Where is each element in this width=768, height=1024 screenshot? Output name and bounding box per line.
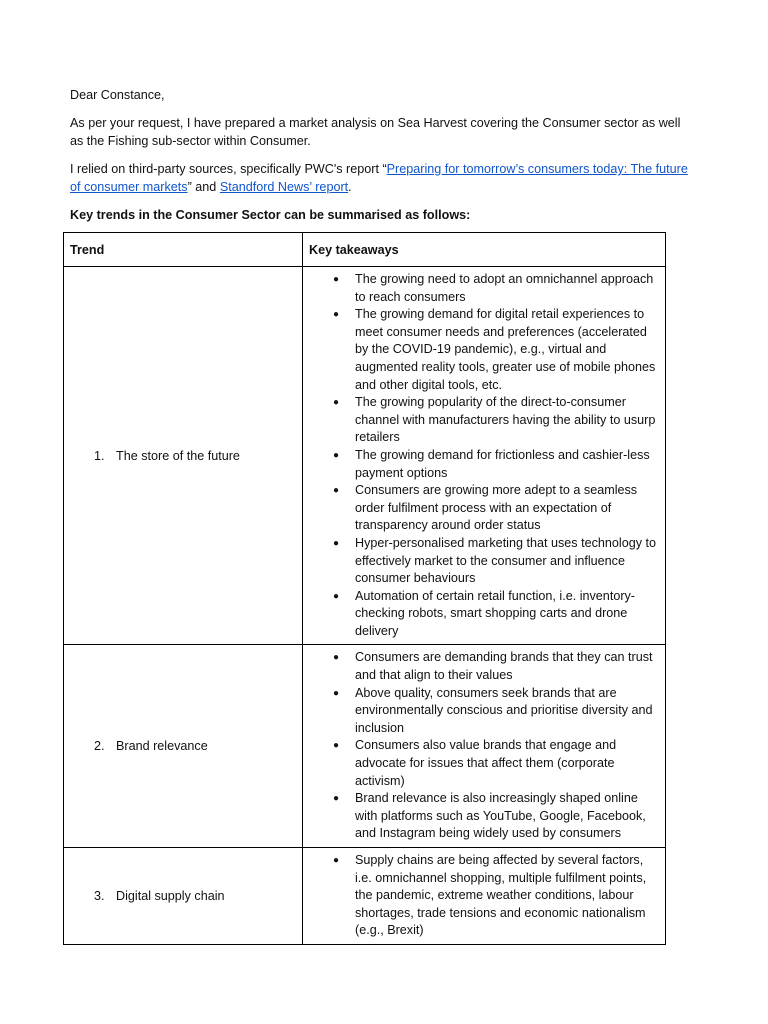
stanford-news-link[interactable]: Standford News’ report <box>219 180 349 194</box>
list-item: ● The growing need to adopt an omnichannel approach to reach consumers <box>303 271 659 306</box>
list-item: ● Consumers also value brands that engage and advocate for issues that affect them (corporate activism) <box>303 737 659 790</box>
table-row <box>64 267 666 645</box>
trend-label: The store of the future <box>116 448 240 463</box>
list-item: ● Supply chains are being affected by several factors, i.e. omnichannel shopping, multiple fulfilment points, the pandemic, extreme weather conditions, labour shortages, trade tensions and economic nationalism (e.g., Brexit) <box>303 852 659 940</box>
trend-cell <box>64 267 303 645</box>
takeaways-list <box>303 848 665 944</box>
header-takeaways: Key takeaways <box>303 233 666 267</box>
list-item: ● Brand relevance is also increasingly shaped online with platforms such as YouTube, Google, Facebook, and Instagram being widely used by consumers <box>303 790 659 843</box>
list-item: ● The growing demand for digital retail experiences to meet consumer needs and preferences (accelerated by the COVID-19 pandemic), e.g., virtual and augmented reality tools, greater use of mobile phones and other digital tools, etc. <box>303 306 659 394</box>
table-row <box>64 645 666 848</box>
list-item: ● Hyper-personalised marketing that uses technology to effectively market to the consumer and influence consumer behaviours <box>303 535 659 588</box>
takeaways-list <box>303 267 665 644</box>
table-header-row <box>64 233 666 267</box>
letter-body <box>70 86 700 938</box>
list-item: ● Above quality, consumers seek brands that are environmentally conscious and prioritise diversity and inclusion <box>303 685 659 738</box>
pwc-report-link[interactable]: Preparing for tomorrow’s consumers today: The future of consumer markets <box>70 162 688 194</box>
trend-number: 3. <box>94 888 105 903</box>
list-item: ● Consumers are growing more adept to a seamless order fulfilment process with an expectation of transparency around order status <box>303 482 659 535</box>
trend-cell <box>64 645 303 848</box>
trend-label: Digital supply chain <box>116 888 225 903</box>
takeaways-cell <box>303 267 666 645</box>
list-item: ● The growing demand for frictionless and cashier-less payment options <box>303 447 659 482</box>
sources-paragraph <box>70 160 688 196</box>
intro-paragraph: As per your request, I have prepared a market analysis on Sea Harvest covering the Consumer sector as well as the Fishing sub-sector within Consumer. <box>70 116 681 148</box>
sources-mid: ” and <box>187 180 220 194</box>
header-trend: Trend <box>64 233 303 267</box>
takeaways-cell <box>303 848 666 945</box>
takeaways-cell <box>303 645 666 848</box>
trend-cell <box>64 848 303 945</box>
trend-label: Brand relevance <box>116 739 208 754</box>
list-item: ● Consumers are demanding brands that they can trust and that align to their values <box>303 649 659 684</box>
list-item: ● The growing popularity of the direct-to-consumer channel with manufacturers having the ability to usurp retailers <box>303 394 659 447</box>
list-item: ● Automation of certain retail function, i.e. inventory-checking robots, smart shopping carts and drone delivery <box>303 588 659 641</box>
section-heading: Key trends in the Consumer Sector can be summarised as follows: <box>70 208 471 222</box>
sources-suffix: . <box>348 180 352 194</box>
trend-number: 2. <box>94 739 105 754</box>
takeaways-list <box>303 645 665 847</box>
table-row <box>64 848 666 945</box>
trends-table <box>63 232 666 945</box>
greeting: Dear Constance, <box>70 88 165 102</box>
trend-number: 1. <box>94 448 105 463</box>
sources-prefix: I relied on third-party sources, specifically PWC's report “ <box>70 162 387 176</box>
